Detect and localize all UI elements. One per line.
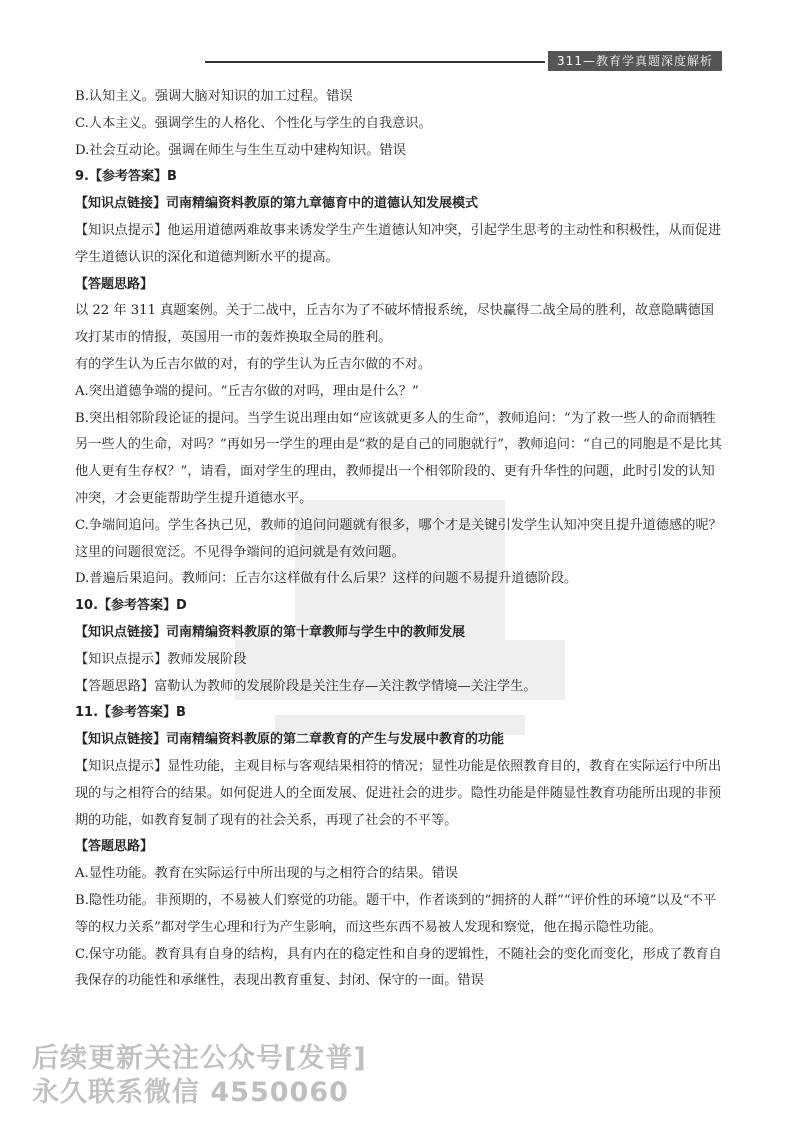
promo-line-1: 后续更新关注公众号[发普] bbox=[32, 1043, 367, 1074]
promo-footer bbox=[32, 1042, 367, 1110]
section-heading: 【知识点链接】司南精编资料教原的第二章教育的产生与发展中教育的功能 bbox=[75, 732, 505, 748]
paragraph: 【知识点提示】他运用道德两难故事来诱发学生产生道德认知冲突，引起学生思考的主动性和积极性，从而促进学生道德认识的深化和道德判断水平的提高。 bbox=[75, 222, 722, 265]
header-rule bbox=[205, 61, 545, 63]
paragraph: D.普遍后果追问。教师问：丘吉尔这样做有什么后果？这样的问题不易提升道德阶段。 bbox=[75, 571, 578, 587]
section-heading: 【知识点链接】司南精编资料教原的第十章教师与学生中的教师发展 bbox=[75, 624, 466, 640]
document-body bbox=[75, 84, 725, 995]
paragraph: C.人本主义。强调学生的人格化、个性化与学生的自我意识。 bbox=[75, 115, 432, 131]
header-tag: 311—教育学真题深度解析 bbox=[548, 51, 722, 71]
promo-line-2: 永久联系微信 4550060 bbox=[32, 1077, 349, 1108]
section-heading: 11.【参考答案】B bbox=[75, 705, 186, 721]
paragraph: C.争端间追问。学生各执己见，教师的追问问题就有很多，哪个才是关键引发学生认知冲突且提升道德感的呢？这里的问题很宽泛。不见得争端间的追问就是有效问题。 bbox=[75, 517, 722, 560]
paragraph: B.认知主义。强调大脑对知识的加工过程。错误 bbox=[75, 89, 353, 104]
paragraph: 【知识点提示】教师发展阶段 bbox=[75, 651, 247, 667]
paragraph: 【答题思路】富勒认为教师的发展阶段是关注生存—关注教学情境—关注学生。 bbox=[75, 678, 537, 694]
paragraph: 有的学生认为丘吉尔做的对，有的学生认为丘吉尔做的不对。 bbox=[75, 356, 432, 372]
section-heading: 【知识点链接】司南精编资料教原的第九章德育中的道德认知发展模式 bbox=[75, 196, 479, 212]
paragraph: B.突出相邻阶段论证的提问。当学生说出理由如“应该就更多人的生命”，教师追问：“为了救一些人的命而牺牲另一些人的生命，对吗？”再如另一学生的理由是“救的是自己的同胞就行”，教师追问：“自己的同胞是不是比其他人更有生存权？”，请看，面对学生的理由，教师提出一个相邻阶段的、更有升华性的问题，此时引发的认知冲突，才会更能帮助学生提升道德水平。 bbox=[75, 410, 722, 506]
paragraph: C.保守功能。教育具有自身的结构，具有内在的稳定性和自身的逻辑性，不随社会的变化而变化，形成了教育自我保存的功能性和承继性，表现出教育重复、封闭、保守的一面。错误 bbox=[75, 946, 722, 989]
section-heading: 【答题思路】 bbox=[75, 276, 154, 292]
section-heading: 【答题思路】 bbox=[75, 839, 154, 855]
section-heading: 10.【参考答案】D bbox=[75, 598, 187, 614]
paragraph: B.隐性功能。非预期的，不易被人们察觉的功能。题干中，作者谈到的“拥挤的人群”“评价性的环境”以及“不平等的权力关系”都对学生心理和行为产生影响，而这些东西不易被人发现和察觉，他在揭示隐性功能。 bbox=[75, 892, 717, 935]
paragraph: A.显性功能。教育在实际运行中所出现的与之相符合的结果。错误 bbox=[75, 866, 458, 882]
paragraph: A.突出道德争端的提问。“丘吉尔做的对吗，理由是什么？” bbox=[75, 383, 419, 399]
paragraph: 以 22 年 311 真题案例。关于二战中，丘吉尔为了不破坏情报系统，尽快赢得二战全局的胜利，故意隐瞒德国攻打某市的情报，英国用一市的轰炸换取全局的胜利。 bbox=[75, 303, 714, 346]
paragraph: D.社会互动论。强调在师生与生生互动中建构知识。错误 bbox=[75, 142, 406, 158]
paragraph: 【知识点提示】显性功能，主观目标与客观结果相符的情况；显性功能是依照教育目的，教育在实际运行中所出现的与之相符合的结果。如何促进人的全面发展、促进社会的进步。隐性功能是伴随显性教育功能所出现的非预期的功能，如教育复制了现有的社会关系，再现了社会的不平等。 bbox=[75, 758, 722, 828]
section-heading: 9.【参考答案】B bbox=[75, 169, 177, 185]
